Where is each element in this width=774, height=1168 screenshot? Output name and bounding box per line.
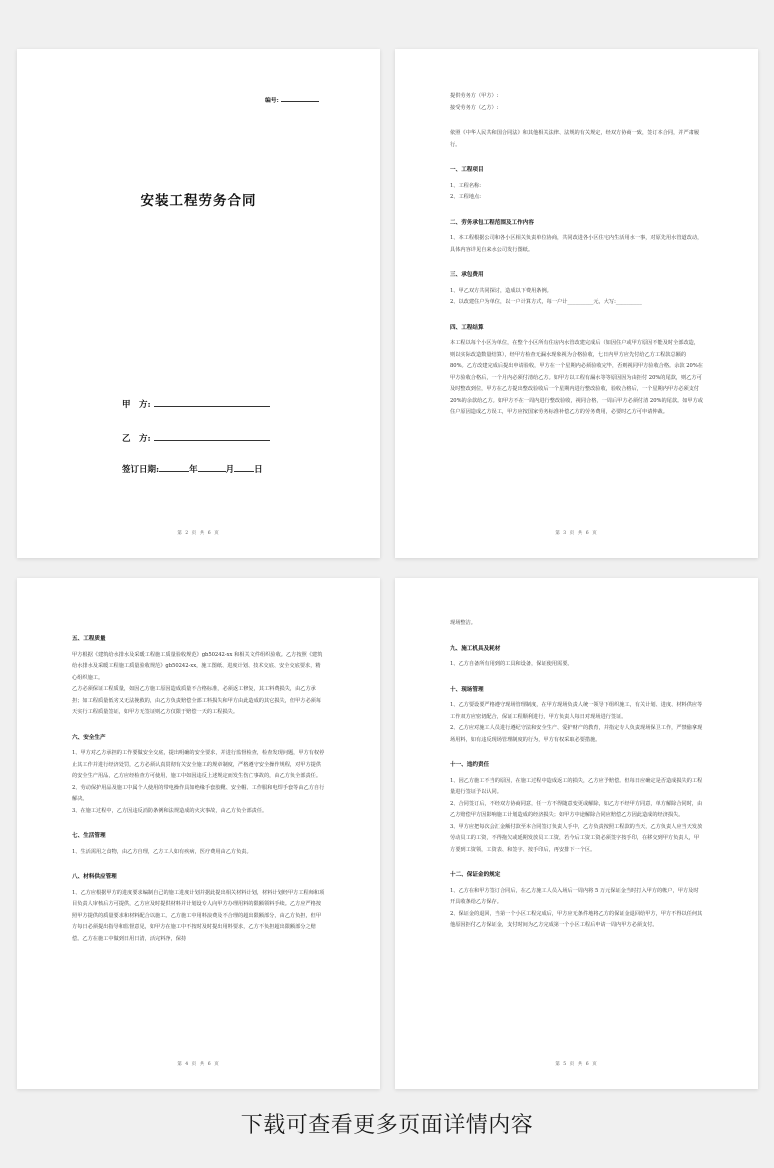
year-blank	[159, 463, 189, 472]
section-title: 九、施工机具及耗材	[450, 645, 501, 652]
contract-number-blank	[281, 96, 319, 102]
paragraph: 1、乙方在和甲方签订合同后，在乙方施工人员入场后一周内将 5 万元保证金当时打入甲方的帐户，甲方及时开具收条给乙方保存。	[450, 887, 699, 905]
section-title: 五、工程质量	[72, 636, 106, 642]
month-blank	[198, 463, 226, 472]
paragraph: 2、劳动保护用品及施工中属个人使用的带电操作具如绝缘手套胶靴、安全帽、工作服和电焊手套等由乙方自行解决。	[72, 784, 325, 802]
party-a-label: 甲 方:	[122, 400, 151, 410]
receiver-line: 接受劳务方（乙方）:	[450, 104, 499, 111]
year-label: 年	[189, 465, 198, 475]
page-footer: 第 3 页 共 6 页	[555, 531, 598, 536]
party-a-blank	[154, 398, 270, 407]
party-b-label: 乙 方:	[122, 434, 151, 444]
paragraph: 3、甲方应把每次会汇金额付款至本合同签订负责人手中，乙方负责按照工程款的当天，乙方负责人应当天发放劳动员工的工资，不得拖欠或延期发放员工工资，若今后工资工资必须签字按手印，在移交到甲方负责人，甲方要到工资领，工资表、和签字、按手印后，再安排下一个区。	[450, 823, 703, 853]
party-a-row	[122, 398, 270, 410]
paragraph: 1、因乙方施工不当的原因，在施工过程中造成返工的损失，乙方应予赔偿。但每日应确定是否造成损失的工程量进行签证予以认同。	[450, 777, 703, 795]
paragraph: 2、乙方应对施工人员进行遵纪守法和安全生产、爱护财产的教育，并指定专人负责现场保卫工作，严禁偷拿现场用料，如有违反现场管理制度的行为，甲方有权采取必要措施。	[450, 725, 703, 743]
section-title: 三、承包费用	[450, 272, 484, 278]
contract-title: 安装工程劳务合同	[140, 193, 257, 209]
paragraph: 3、在施工过程中，乙方因违反消防条例和法规造成的火灾事故，由乙方负全部责任。	[72, 807, 268, 814]
day-label: 日	[254, 465, 263, 475]
party-b-row	[122, 432, 270, 444]
paragraph: 1、甲方对乙方承担的工作要做安全交底，提出明确的安全要求，并进行监督检查，检查发现问题，甲方有权停止其工作并进行经济处罚，乙方必须认真贯彻有关安全施工的规章制度，严格遵守安全操作规程，对甲方提供的安全生产用品，乙方应经检查方可使用，施工中如因违反上述规定而发生伤亡事故的，由乙方负全部责任。	[72, 750, 325, 779]
section-title: 六、安全生产	[72, 734, 106, 741]
page-footer: 第 4 页 共 6 页	[177, 1062, 220, 1067]
paragraph: 1、乙方自备所有用到的工具和设备，保证使用需要。	[450, 661, 573, 667]
provider-line: 提供劳务方（甲方）:	[450, 93, 499, 99]
paragraph: 1、甲乙双方共同探讨，造成以下费用条例。	[450, 287, 552, 294]
download-more-caption: 下载可查看更多页面详情内容	[240, 1113, 534, 1138]
section-title: 十、现场管理	[450, 686, 484, 693]
page-3-content	[450, 91, 703, 419]
paragraph: 2、以改建住户为单位，以一户计算方式，每一户计__________元，大写:__________	[450, 299, 642, 305]
page-4-content	[72, 634, 325, 945]
paragraph: 甲方根据《建筑给水排水及采暖工程施工质量验收规范》gb50242-xx 和相关文件组织验收。乙方按照《建筑给水排水及采暖工程施工质量验收规范》gb50242-xx，施工图纸、进度计划、技术交底、安全交底要求，精心组织施工。	[72, 651, 323, 681]
party-b-blank	[154, 432, 270, 441]
day-blank	[234, 463, 254, 472]
page-4	[17, 578, 380, 1089]
month-label: 月	[225, 465, 235, 475]
contract-number	[265, 95, 319, 104]
section-title: 一、工程项目	[450, 167, 484, 173]
section-title: 二、劳务承包工程范围及工作内容	[450, 219, 534, 226]
page-5	[395, 578, 758, 1089]
paragraph: 1、生活需用之食物，由乙方自理，乙方工人如有疾病，医疗费用由乙方负责。	[72, 848, 252, 855]
paragraph: 2、合同签订后，不经双方协商同意，任一方不得随意变更或解除，如乙方不经甲方同意，单方解除合同时，由乙方赔偿甲方因影响施工计划造成的经济损失；如甲方中途解除合同应赔偿乙方因此造成的经济损失。	[450, 800, 703, 818]
section-title: 七、生活管理	[72, 833, 106, 839]
paragraph: 2、工程地点:	[450, 194, 481, 200]
paragraph: 1、本工程根据公司和各小区相关负责单位协商，共同改进各小区住宅内生活用水一事，对原先用水管道改动，具体内容详见自来水公司发行图纸。	[450, 235, 703, 253]
intro-paragraph: 依照《中华人民共和国合同法》和其他相关法律、法规的有关规定，经双方协商一致，签订本合同，并严肃履行。	[450, 130, 700, 148]
page-3	[395, 49, 758, 558]
contract-number-label: 编号:	[265, 98, 279, 104]
paragraph: 1、乙方要设要严格遵守现场管理制度，在甲方现场负责人统一领导下组织施工，有关计划、进度、材料供应等工作双方应密切配合，保证工程顺利进行，甲方负责人每日对现场进行签证。	[450, 702, 703, 720]
sign-date-row	[122, 463, 263, 475]
paragraph: 1、工程名称:	[450, 182, 481, 189]
section-title: 十一、违约责任	[450, 762, 490, 768]
page-cover	[17, 49, 380, 558]
section-title: 十二、保证金的规定	[450, 872, 501, 878]
paragraph: 本工程以每个小区为单位，在整个小区所有住房内水管改建完成后（如因住户或甲方原因不能及时全部改造，则以实际改造数量结算），经甲方检查无漏水现象视为合格验收，七日内甲方应先付给乙方工程款总额的 80%。乙方改建完成后提出申请验收，甲方在一个星期内必须验收完毕，否则视同甲方验收合格。余款 20%在甲方验收合格后，一个月内必须付清给乙方。如甲方以工程有漏水等等原因因为由拒付 20%的尾款，则乙方可及时整改到位，甲方在乙方提出整改验收后一个星期内进行整改验收，验收合格后，一个星期内甲方必须支付 20%的余款给乙方。如甲方不在一周内进行整改验收，视同合格，一周后甲方必须付清 20%的尾款。如甲方或住户原因造成乙方误工，甲方应按国家劳务标准补偿乙方的劳务费用，必要时乙方可申请仲裁。	[450, 340, 703, 415]
section-title: 四、工程结算	[450, 324, 484, 331]
page-footer: 第 5 页 共 6 页	[555, 1062, 598, 1067]
paragraph: 2、保证金的退回，当第一个小区工程完成后，甲方应无条件地将乙方的保证金退回给甲方，甲方不得以任何其他原因拒付乙方保证金，支付时间为乙方完成第一个小区工程后申请一周内甲方必须支付。	[450, 910, 703, 928]
paragraph: 乙方必须保证工程质量，如因乙方施工原因造成质量不合格标准，必须返工修复，其工料费损失，由乙方承担；如工程质量低劣又无法挽救的，由乙方负责赔偿全部工料损失和甲方由此造成的其它损失，但甲方必须每天实行工程质量签证，如甲方无签证则乙方仅限于赔偿一天的工程损失。	[72, 686, 322, 715]
page-5-content	[450, 618, 703, 932]
section-title: 八、材料供应管理	[72, 874, 117, 880]
page-footer: 第 2 页 共 6 页	[177, 531, 220, 536]
sign-date-label: 签订日期:	[122, 465, 160, 475]
paragraph: 现场整洁。	[450, 620, 476, 626]
paragraph: 1、乙方应根据甲方的进度要求编制自己的施工进度计划并据此提出相关材料计划，材料计划经甲方工程师和项目负责人审核后方可提供，乙方应及时提供材料并计划设专人向甲方办理用料的限额领料手续。乙方应严格按照甲方提供的质量要求和材料配合以施工。乙方施工中用料浪费及不合理的超出限额部分，由乙方负担，但甲方每日必须提出指导和监督意见，如甲方在施工中不按时及时提出用料要求，乙方不负担超出限额部分之赔偿。乙方在施工中做到日用日清，活完料净，保持	[72, 889, 325, 942]
